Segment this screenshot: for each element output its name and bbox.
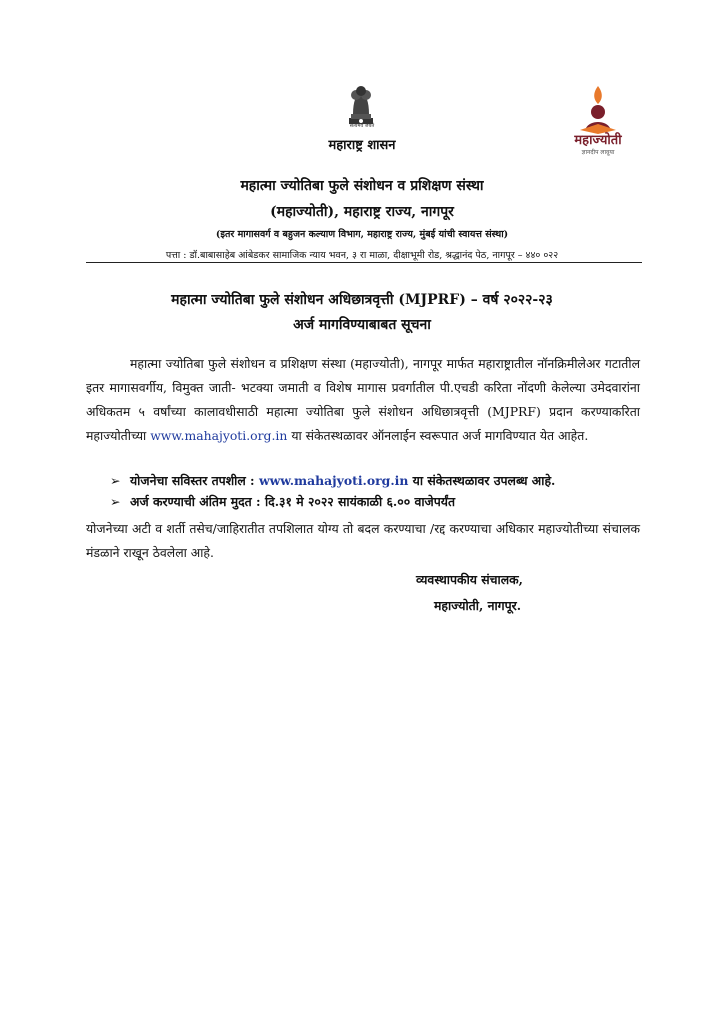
emblem-motto: सत्यमेव जयते (349, 123, 375, 129)
bullet-website-link[interactable]: www.mahajyoti.org.in (258, 473, 409, 488)
arrow-bullet-icon: ➢ (110, 473, 121, 488)
notice-title: महात्मा ज्योतिबा फुले संशोधन अधिछात्रवृत्ती (MJPRF) – वर्ष २०२२-२३ (171, 292, 553, 308)
logo-tagline: ज्ञानदीप लावूया (581, 149, 615, 156)
signatory-title: व्यवस्थापकीय संचालक, (416, 572, 523, 587)
institute-short-name: (महाज्योती), महाराष्ट्र राज्य, नागपूर (270, 204, 454, 220)
institute-affiliation: (इतर मागासवर्ग व बहुजन कल्याण विभाग, महाराष्ट्र राज्य, मुंबई यांची स्वायत्त संस्था) (215, 229, 509, 240)
signatory-organization: महाज्योती, नागपूर. (434, 598, 522, 613)
website-link[interactable]: www.mahajyoti.org.in (150, 428, 288, 443)
bullet-details-prefix: योजनेचा सविस्तर तपशील : (130, 473, 259, 488)
government-title: महाराष्ट्र शासन (328, 138, 396, 153)
institute-name: महात्मा ज्योतिबा फुले संशोधन व प्रशिक्षण संस्था (240, 178, 484, 194)
arrow-bullet-icon: ➢ (110, 494, 121, 509)
terms-paragraph: योजनेच्या अटी व शर्ती तसेच/जाहिरातीत तपशिलात योग्य तो बदल करण्याचा /रद्द करण्याचा अधिकार महाज्योतीच्या संचालक मंडळाने राखून ठेवलेला आहे. (86, 521, 640, 560)
bullet-deadline (110, 492, 650, 512)
bullet-details (110, 471, 650, 491)
paragraph-text: महात्मा ज्योतिबा फुले संशोधन व प्रशिक्षण संस्था (महाज्योती), नागपूर मार्फत महाराष्ट्रातील नॉनक्रिमीलेअर गटातील इतर मागासवर्गीय, विमुक्त जाती- भटक्या जमाती व विशेष मागास प्रवर्गातील पी.एचडी करिता नोंदणी केलेल्या उमेदवारांना अधिकतम ५ वर्षांच्या कालावधीसाठी महात्मा ज्योतिबा फुले संशोधन अधिछात्रवृत्ती (MJPRF) प्रदान करण्याकरिता महाज्योतीच्या (86, 356, 640, 443)
header-divider (86, 262, 642, 263)
notice-subtitle: अर्ज मागविण्याबाबत सूचना (293, 317, 431, 333)
notice-paragraph (86, 352, 640, 448)
deadline-text: अर्ज करण्याची अंतिम मुदत : दि.३१ मे २०२२ सायंकाळी ६.०० वाजेपर्यंत (130, 494, 456, 509)
bullet-details-suffix: या संकेतस्थळावर उपलब्ध आहे. (408, 473, 556, 488)
logo-wordmark: महाज्योती (574, 133, 622, 148)
institute-address: पत्ता : डॉ.बाबासाहेब आंबेडकर सामाजिक न्याय भवन, ३ रा माळा, दीक्षाभूमी रोड, श्रद्धानंद पेठ, नागपूर – ४४० ०२२ (165, 250, 559, 261)
paragraph-text-end: या संकेतस्थळावर ऑनलाईन स्वरूपात अर्ज मागविण्यात येत आहेत. (287, 428, 589, 443)
